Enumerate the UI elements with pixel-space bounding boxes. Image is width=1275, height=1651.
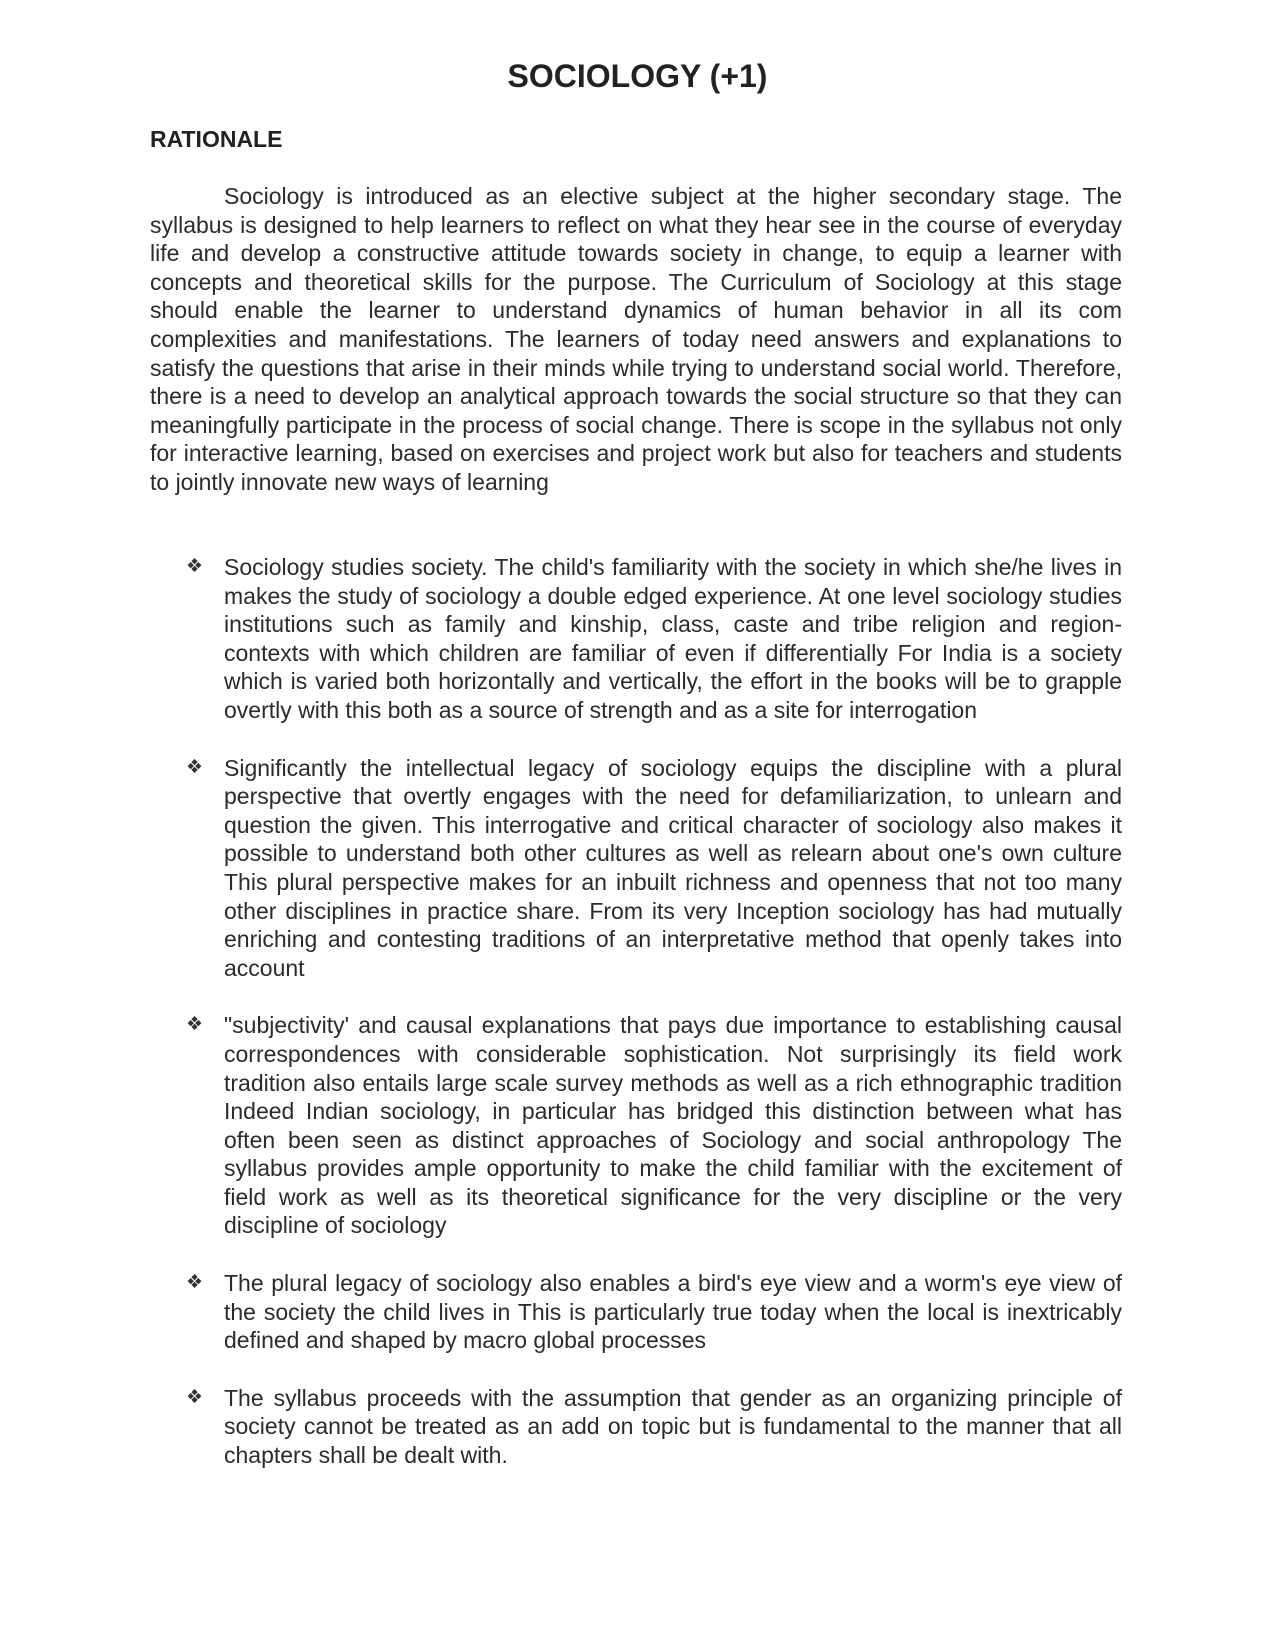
bullet-item — [150, 1269, 1122, 1355]
bullet-text: "subjectivity' and causal explanations that pays due importance to establishing causal correspondences with considerable sophistication. Not surprisingly its field work tradition also entails large scale survey methods as well as a rich ethnographic tradition Indeed Indian sociology, in particular has bridged this distinction between what has often been seen as distinct approaches of Sociology and social anthropology The syllabus provides ample opportunity to make the child familiar with the excitement of field work as well as its theoretical significance for the very discipline or the very discipline of sociology — [224, 1012, 1122, 1239]
bullet-text: Significantly the intellectual legacy of sociology equips the discipline with a plural perspective that overtly engages with the need for defamiliarization, to unlearn and question the given. This interrogative and critical character of sociology also makes it possible to understand both other cultures as well as relearn about one's own culture This plural perspective makes for an inbuilt richness and openness that not too many other disciplines in practice share. From its very Inception sociology has had mutually enriching and contesting traditions of an interpretative method that openly takes into account — [224, 754, 1122, 981]
diamond-bullet-icon: ❖ — [186, 1014, 204, 1036]
bullet-item — [150, 553, 1122, 725]
bullet-list — [150, 553, 1122, 1499]
diamond-bullet-icon: ❖ — [186, 756, 204, 778]
diamond-bullet-icon: ❖ — [186, 1386, 204, 1408]
page-title: SOCIOLOGY (+1) — [507, 58, 768, 94]
bullet-text: Sociology studies society. The child's familiarity with the society in which she/he lives in makes the study of sociology a double edged experience. At one level sociology studies institutions such as family and kinship, class, caste and tribe religion and region-contexts with which children are familiar of even if differentially For India is a society which is varied both horizontally and vertically, the effort in the books will be to grapple overtly with this both as a source of strength and as a site for interrogation — [224, 554, 1122, 723]
bullet-text: The plural legacy of sociology also enables a bird's eye view and a worm's eye view of the society the child lives in This is particularly true today when the local is inextricably defined and shaped by macro global processes — [224, 1270, 1122, 1354]
diamond-bullet-icon: ❖ — [186, 1272, 204, 1294]
section-heading: RATIONALE — [150, 126, 283, 152]
bullet-text: The syllabus proceeds with the assumption that gender as an organizing principle of society cannot be treated as an add on topic but is fundamental to the manner that all chapters shall be dealt with. — [224, 1384, 1122, 1469]
bullet-item — [150, 754, 1122, 983]
bullet-item — [150, 1384, 1122, 1470]
bullet-item — [150, 1011, 1122, 1240]
diamond-bullet-icon: ❖ — [186, 556, 204, 577]
intro-paragraph: Sociology is introduced as an elective subject at the higher secondary stage. The syllabus is designed to help learners to reflect on what they hear see in the course of everyday life and develop a constructive attitude towards society in change, to equip a learner with concepts and theoretical skills for the purpose. The Curriculum of Sociology at this stage should enable the learner to understand dynamics of human behavior in all its com complexities and manifestations. The learners of today need answers and explanations to satisfy the questions that arise in their minds while trying to understand social world. Therefore, there is a need to develop an analytical approach towards the social structure so that they can meaningfully participate in the process of social change. There is scope in the syllabus not only for interactive learning, based on exercises and project work but also for teachers and students to jointly innovate new ways of learning — [150, 183, 1122, 495]
